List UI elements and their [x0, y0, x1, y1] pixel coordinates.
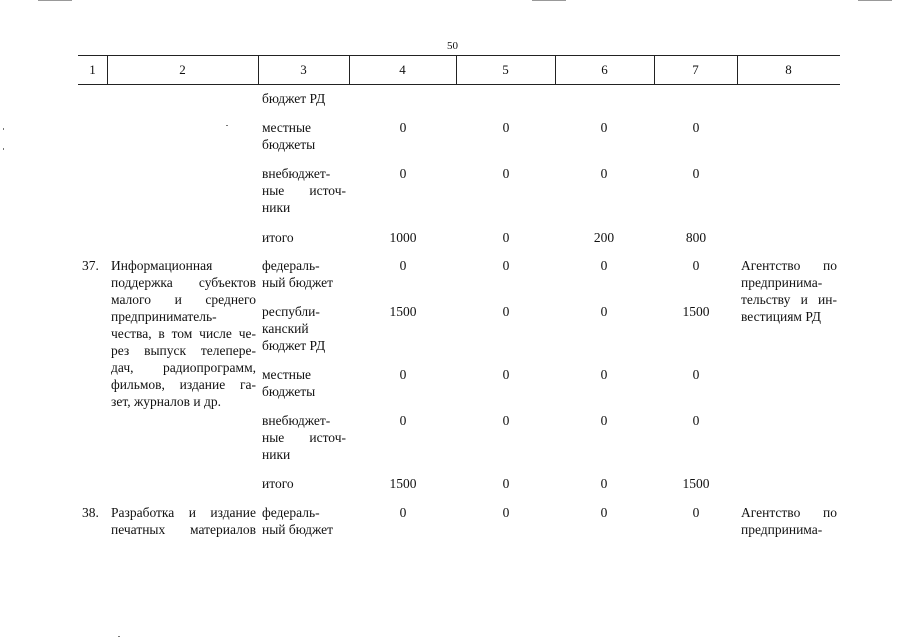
- funding-source: местные бюджеты: [262, 120, 316, 152]
- item-description: Разработка и издание печатных материалов: [111, 505, 256, 537]
- value-col-5: 0: [502, 166, 510, 181]
- scan-edge-mid: [532, 0, 566, 1]
- table-top-border: [78, 55, 840, 56]
- value-col-7: 0: [692, 367, 700, 382]
- value-col-7: 0: [692, 258, 700, 273]
- scan-speck: [226, 125, 228, 126]
- header-col-3: 3: [300, 62, 307, 77]
- header-col-2: 2: [179, 62, 186, 77]
- value-col-4: 0: [399, 120, 407, 135]
- value-col-5: 0: [502, 476, 510, 491]
- funding-source: федераль- ный бюджет: [262, 505, 334, 537]
- header-col-6: 6: [601, 62, 608, 77]
- value-col-6: 0: [600, 367, 608, 382]
- value-col-7: 0: [692, 120, 700, 135]
- value-col-6: 0: [600, 476, 608, 491]
- item-number: 37.: [82, 258, 99, 273]
- value-col-4: 1000: [389, 230, 417, 245]
- value-col-6: 0: [600, 413, 608, 428]
- scan-edge-right: [858, 0, 892, 1]
- value-col-4: 1500: [389, 476, 417, 491]
- value-col-5: 0: [502, 230, 510, 245]
- value-col-5: 0: [502, 505, 510, 520]
- value-col-5: 0: [502, 367, 510, 382]
- value-col-4: 0: [399, 166, 407, 181]
- funding-source: республи- канский бюджет РД: [262, 304, 326, 353]
- value-col-6: 200: [593, 230, 615, 245]
- funding-source: внебюджет- ные источ- ники: [262, 413, 346, 462]
- responsible-executor: Агентство по предпринима- тельству и ин- вестициям РД: [741, 258, 837, 324]
- scan-speck: [3, 128, 4, 130]
- value-col-7: 0: [692, 166, 700, 181]
- value-col-7: 0: [692, 413, 700, 428]
- value-col-4: 0: [399, 258, 407, 273]
- value-col-5: 0: [502, 120, 510, 135]
- header-bottom-border: [78, 84, 840, 85]
- page-number: 50: [447, 40, 458, 52]
- header-col-8: 8: [785, 62, 792, 77]
- item-number: 38.: [82, 505, 99, 520]
- header-col-1: 1: [89, 62, 96, 77]
- funding-source: итого: [262, 476, 294, 491]
- value-col-4: 1500: [389, 304, 417, 319]
- funding-source: итого: [262, 230, 294, 245]
- value-col-5: 0: [502, 258, 510, 273]
- value-col-6: 0: [600, 304, 608, 319]
- funding-source: внебюджет- ные источ- ники: [262, 166, 346, 215]
- value-col-6: 0: [600, 120, 608, 135]
- value-col-7: 0: [692, 505, 700, 520]
- value-col-6: 0: [600, 166, 608, 181]
- scan-speck: [3, 148, 4, 150]
- header-col-5: 5: [502, 62, 509, 77]
- value-col-7: 1500: [682, 304, 710, 319]
- value-col-5: 0: [502, 413, 510, 428]
- value-col-5: 0: [502, 304, 510, 319]
- header-col-4: 4: [399, 62, 406, 77]
- value-col-4: 0: [399, 505, 407, 520]
- scan-edge-left: [38, 0, 72, 1]
- funding-source: бюджет РД: [262, 91, 326, 106]
- funding-source: местные бюджеты: [262, 367, 316, 399]
- value-col-7: 1500: [682, 476, 710, 491]
- value-col-6: 0: [600, 505, 608, 520]
- scan-speck: [118, 636, 120, 637]
- header-col-7: 7: [692, 62, 699, 77]
- value-col-4: 0: [399, 413, 407, 428]
- responsible-executor: Агентство по предпринима-: [741, 505, 837, 537]
- value-col-6: 0: [600, 258, 608, 273]
- value-col-7: 800: [685, 230, 707, 245]
- item-description: Информационная поддержка субъектов малого и среднего предприниматель- чества, в том числе че- рез выпуск телепере- дач, радиопрограмм, фильмов, издание га- зет, журналов и др.: [111, 258, 256, 409]
- funding-source: федераль- ный бюджет: [262, 258, 334, 290]
- value-col-4: 0: [399, 367, 407, 382]
